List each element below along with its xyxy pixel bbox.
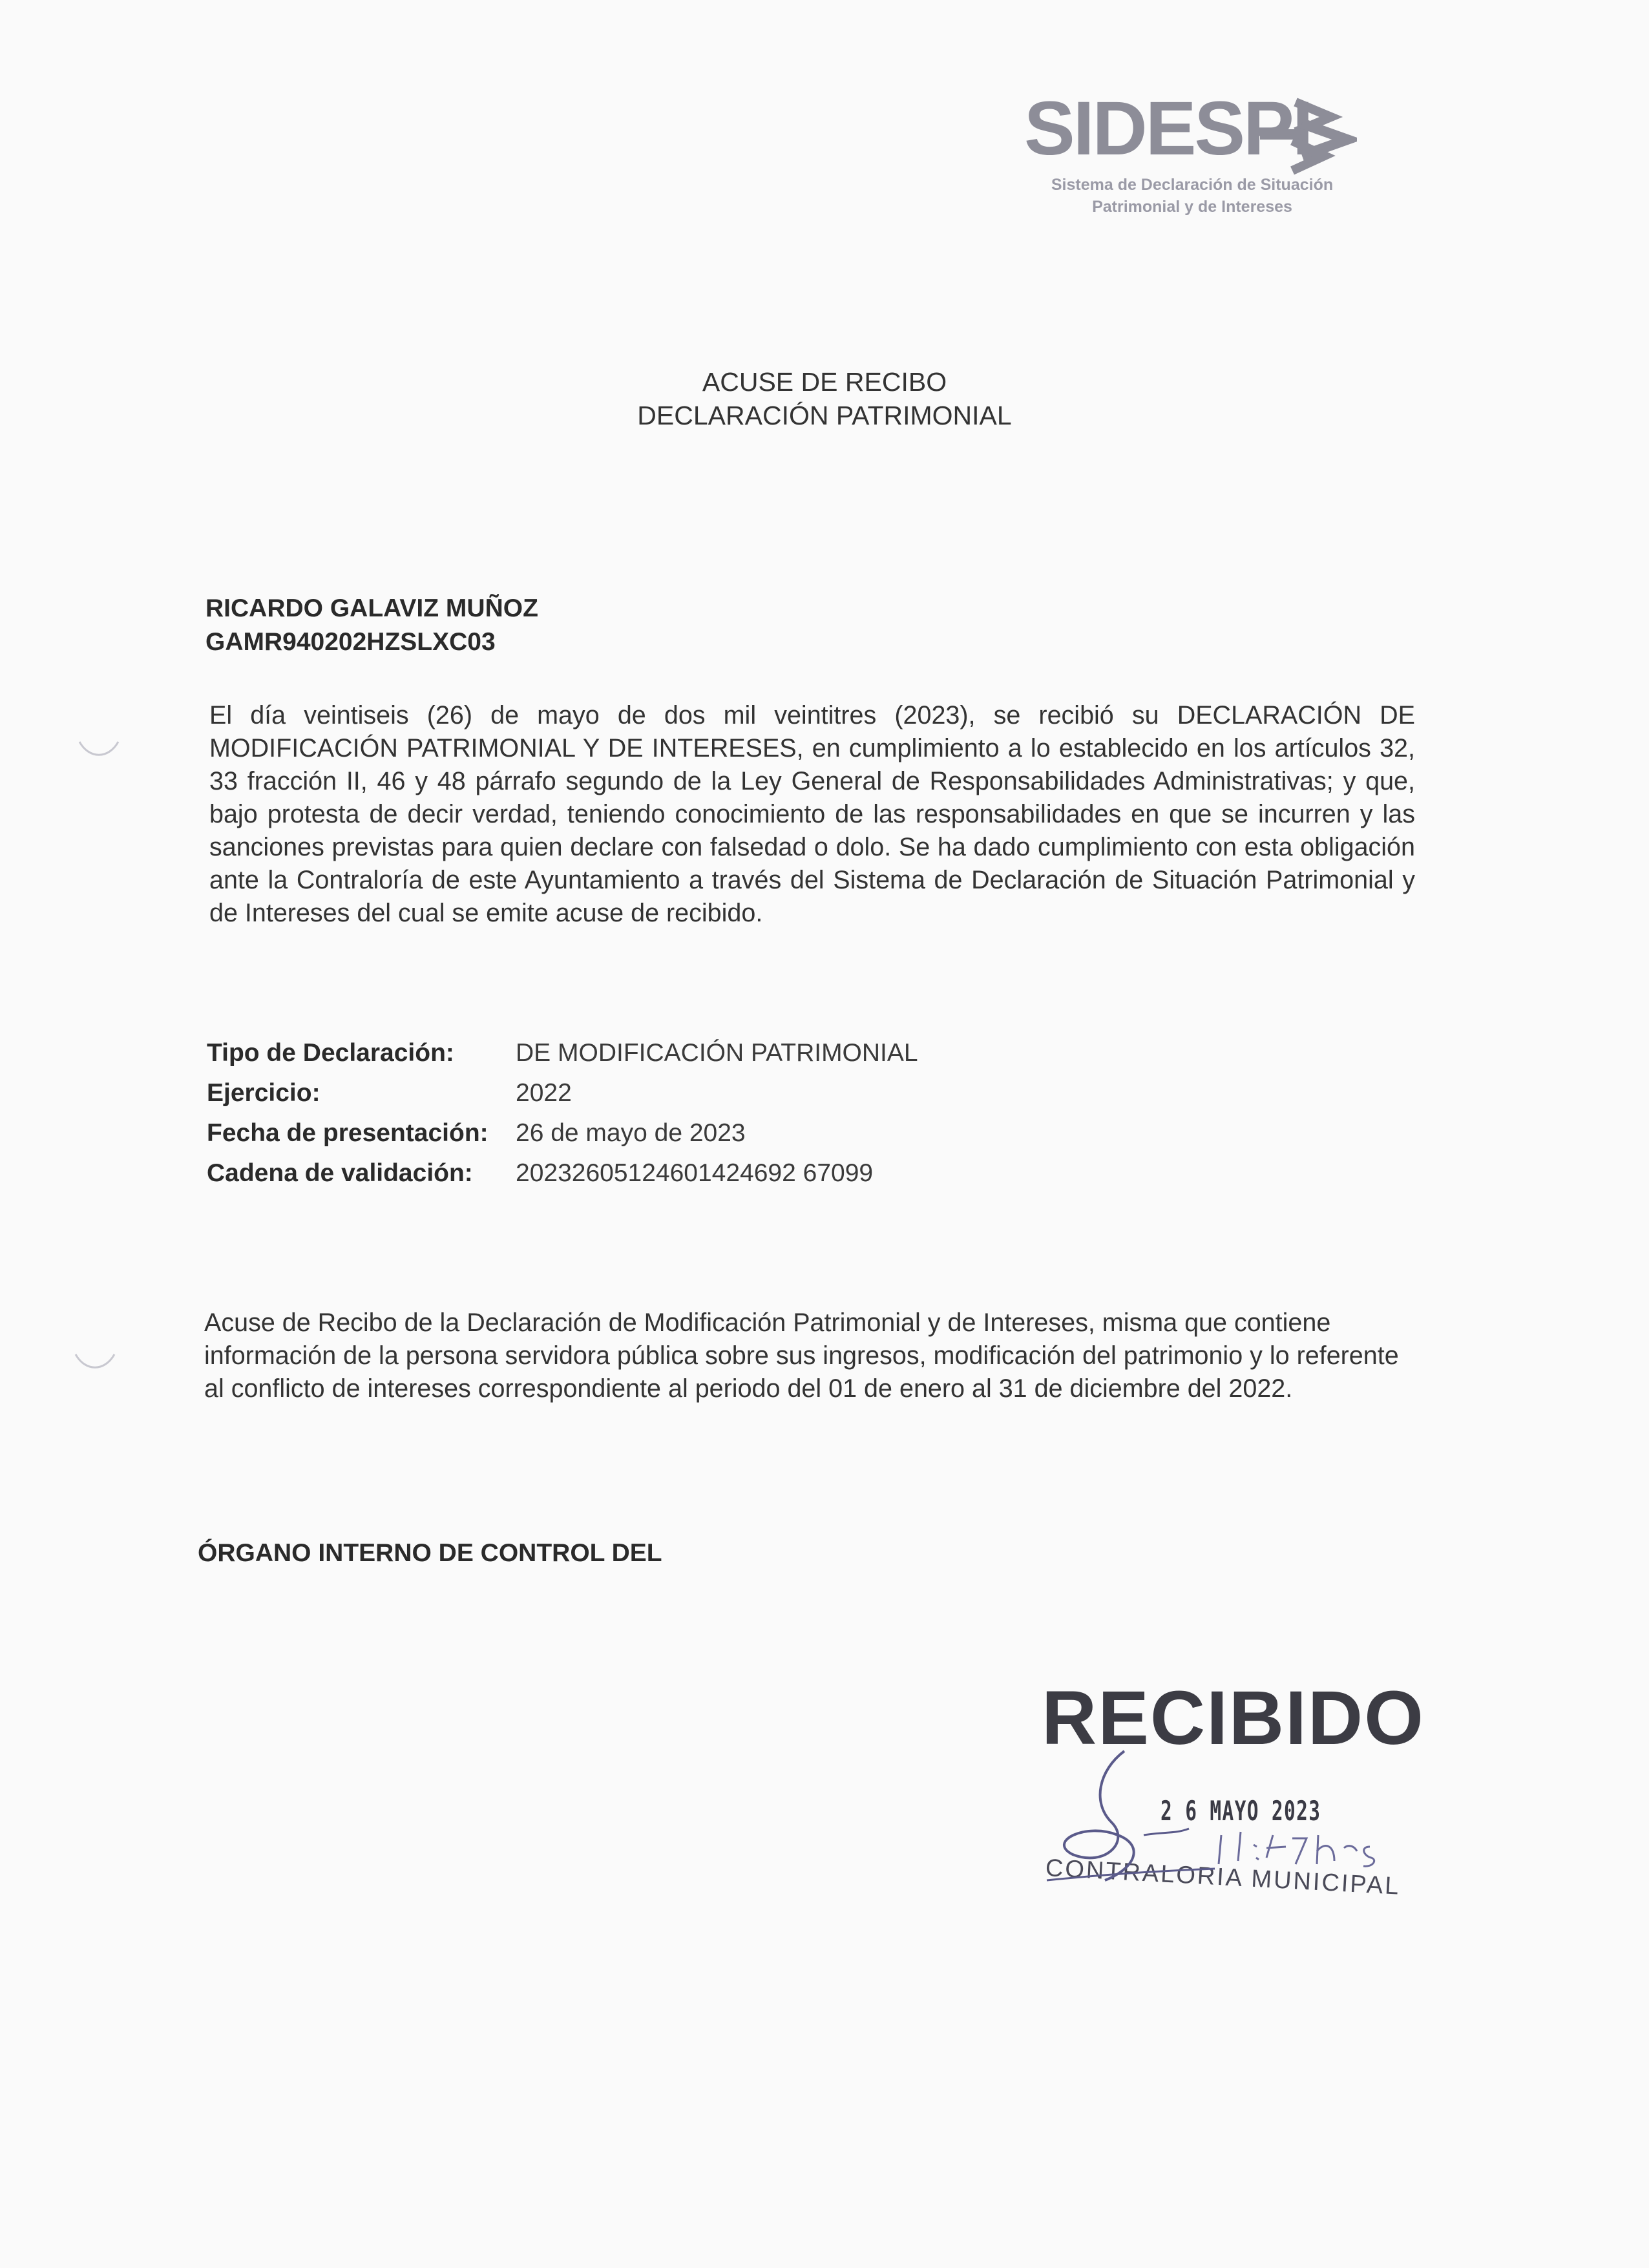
logo-subtitle-line1: Sistema de Declaración de Situación [1051,176,1334,194]
punch-hole-mark [76,737,121,762]
exercise-label: Ejercicio: [207,1079,320,1107]
declaration-type-label: Tipo de Declaración: [207,1039,454,1067]
recipient-rfc: GAMR940202HZSLXC03 [205,628,496,656]
body-paragraph-1: El día veintiseis (26) de mayo de dos mil veintitres (2023), se recibió su DECLARACIÓN DE MODIFICACIÓN PATRIMONIAL Y DE INTERESES, en cumplimiento a lo establecido en los artículos 32, 33 fracción II, 46 y 48 párrafo segundo de la Ley General de Responsabilidades Administrativas; y que, bajo protesta de decir verdad, teniendo conocimiento de las responsabilidades en que se incurren y las sanciones previstas para quien declare con falsedad o dolo. Se ha dado cumplimiento con esta obligación ante la Contraloría de este Ayuntamiento a través del Sistema de Declaración de Situación Patrimonial y de Intereses del cual se emite acuse de recibido. [209,701,1415,927]
document-title: ACUSE DE RECIBO [702,367,947,397]
sidespi-logo [1024,86,1360,220]
submission-date-value: 26 de mayo de 2023 [516,1119,746,1147]
validation-string-value: 20232605124601424692 67099 [516,1159,874,1187]
handwritten-signature [1008,1732,1422,1913]
declaration-type-value: DE MODIFICACIÓN PATRIMONIAL [516,1039,918,1067]
received-stamp: RECIBIDO [1042,1675,1425,1761]
exercise-value: 2022 [516,1079,572,1107]
internal-control-organ: ÓRGANO INTERNO DE CONTROL DEL [198,1539,662,1567]
punch-hole-mark [72,1349,118,1375]
submission-date-label: Fecha de presentación: [207,1119,488,1147]
recipient-name: RICARDO GALAVIZ MUÑOZ [205,594,538,622]
logo-subtitle-line2: Patrimonial y de Intereses [1092,198,1292,216]
body-paragraph-2: Acuse de Recibo de la Declaración de Modificación Patrimonial y de Intereses, misma que contiene información de la persona servidora pública sobre sus ingresos, modificación del patrimonio y lo referente al conflicto de intereses correspondiente al periodo del 01 de enero al 31 de diciembre del 2022. [204,1308,1399,1403]
document-subtitle: DECLARACIÓN PATRIMONIAL [637,401,1012,430]
validation-string-label: Cadena de validación: [207,1159,473,1187]
stamp-department: CONTRALORIA MUNICIPAL [1044,1854,1402,1900]
logo-wordmark: SIDESPI [1024,86,1312,171]
arrow-icon [1257,94,1357,175]
stamp-date: 2 6 MAYO 2023 [1161,1795,1321,1827]
